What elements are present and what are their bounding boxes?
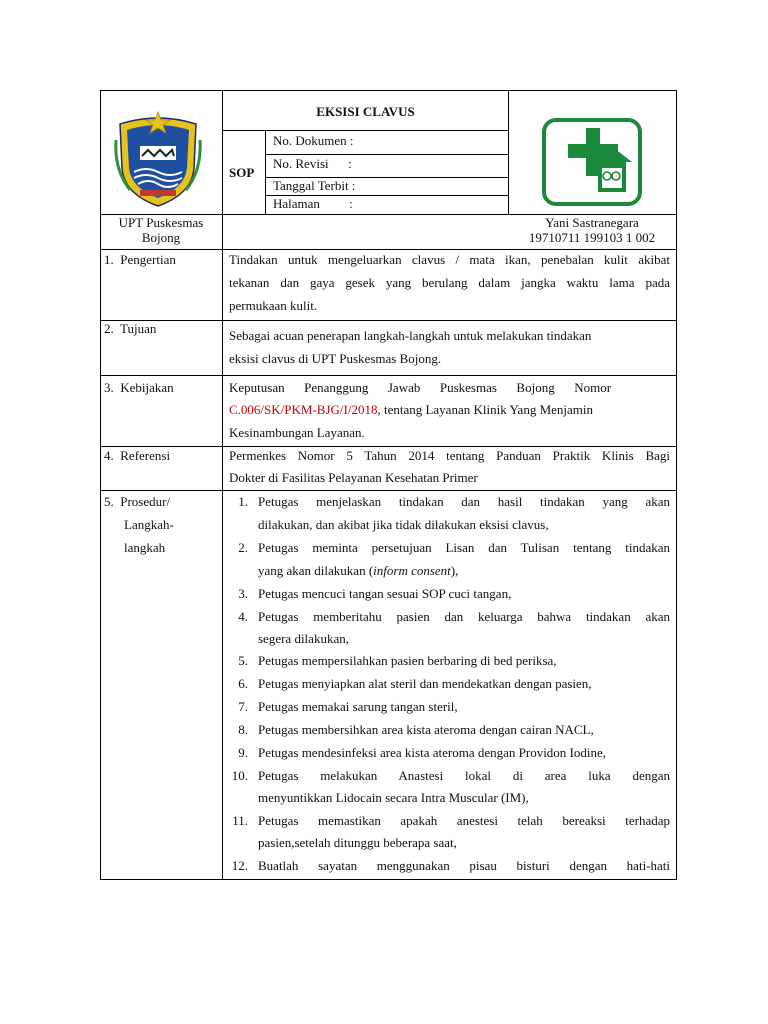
- label-prosedur: 5. Prosedur/: [104, 494, 171, 509]
- step-10-line-1: Petugas melakukan Anastesi lokal di area luka dengan: [258, 768, 670, 783]
- pengertian-line-1: Tindakan untuk mengeluarkan clavus / mata ikan, penebalan kulit akibat: [229, 252, 670, 267]
- step-number: 5.: [238, 653, 248, 668]
- org-name-line2: Bojong: [141, 230, 181, 245]
- step-number: 7.: [238, 699, 248, 714]
- step-number: 11.: [232, 813, 248, 828]
- step-number: 12.: [231, 858, 248, 873]
- step-9-line-1: Petugas mendesinfeksi area kista ateroma dengan Providon Iodine,: [258, 745, 607, 760]
- field-no-dokumen: No. Dokumen :: [273, 133, 354, 148]
- step-2-line-1: Petugas meminta persetujuan Lisan dan Tulisan tentang tindakan: [258, 540, 670, 555]
- field-tanggal-terbit: Tanggal Terbit :: [273, 178, 356, 193]
- row-divider-5: [100, 490, 677, 491]
- label-langkah-2: langkah: [124, 540, 166, 555]
- step-12-line-1: Buatlah sayatan menggunakan pisau bisturi dengan hati-hati: [258, 858, 670, 873]
- policy-number: C.006/SK/PKM-BJG/I/2018: [229, 402, 378, 417]
- step-2-line-2: [258, 563, 458, 579]
- pengertian-line-3: permukaan kulit.: [229, 298, 318, 313]
- step-4-line-1: Petugas memberitahu pasien dan keluarga bahwa tindakan akan: [258, 609, 670, 624]
- puskesmas-cross-icon: [542, 118, 642, 206]
- field-halaman: Halaman :: [273, 196, 353, 211]
- table-border-bottom: [100, 879, 677, 880]
- step-number: 4.: [238, 609, 248, 624]
- step-11-line-1: Petugas memastikan apakah anestesi telah bereaksi terhadap: [258, 813, 670, 828]
- step-number: 9.: [238, 745, 248, 760]
- step-6-line-1: Petugas menyiapkan alat steril dan mendekatkan dengan pasien,: [258, 676, 592, 691]
- kebijakan-line-2-rest: , tentang Layanan Klinik Yang Menjamin: [377, 402, 594, 417]
- field-divider-1: [265, 154, 509, 155]
- row-divider-3: [100, 375, 677, 376]
- inform-consent-text: inform consent: [373, 563, 451, 578]
- tujuan-line-2: eksisi clavus di UPT Puskesmas Bojong.: [229, 351, 442, 366]
- signer-name: Yani Sastranegara: [545, 215, 639, 230]
- org-name-line1: UPT Puskesmas: [118, 215, 204, 230]
- sop-label: SOP: [229, 165, 255, 180]
- referensi-line-1: Permenkes Nomor 5 Tahun 2014 tentang Panduan Praktik Klinis Bagi: [229, 448, 670, 463]
- step-number: 6.: [238, 676, 248, 691]
- kebijakan-line-1: Keputusan Penanggung Jawab Puskesmas Bojong Nomor: [229, 380, 612, 395]
- row-divider-1: [100, 249, 677, 250]
- step-1-line-2: dilakukan, dan akibat jika tidak dilakukan eksisi clavus,: [258, 517, 549, 532]
- label-kebijakan: 3. Kebijakan: [104, 380, 174, 395]
- label-langkah: Langkah-: [124, 517, 174, 532]
- step-10-line-2: menyuntikkan Lidocain secara Intra Muscular (IM),: [258, 790, 529, 805]
- step-5-line-1: Petugas mempersilahkan pasien berbaring di bed periksa,: [258, 653, 557, 668]
- signer-nip: 19710711 199103 1 002: [528, 230, 656, 245]
- document-title: EKSISI CLAVUS: [316, 104, 415, 119]
- kebijakan-line-2: [229, 402, 593, 418]
- step-8-line-1: Petugas membersihkan area kista ateroma dengan cairan NACL,: [258, 722, 594, 737]
- step-11-line-2: pasien,setelah ditunggu beberapa saat,: [258, 835, 457, 850]
- row-divider-2: [100, 320, 677, 321]
- tujuan-line-1: Sebagai acuan penerapan langkah-langkah untuk melakukan tindakan: [229, 328, 592, 343]
- step-3-line-1: Petugas mencuci tangan sesuai SOP cuci tangan,: [258, 586, 512, 601]
- step-7-line-1: Petugas memakai sarung tangan steril,: [258, 699, 458, 714]
- table-column-divider: [222, 90, 223, 880]
- referensi-line-2: Dokter di Fasilitas Pelayanan Kesehatan Primer: [229, 470, 478, 485]
- step-number: 10.: [231, 768, 248, 783]
- step-2-text-b: ),: [450, 563, 459, 578]
- step-2-text-a: yang akan dilakukan (: [258, 563, 374, 578]
- pengertian-line-2: tekanan dan gaya gesek yang berulang dalam jangka waktu lama pada: [229, 275, 670, 290]
- table-border-left: [100, 90, 101, 880]
- table-border-top: [100, 90, 677, 91]
- row-divider-4: [100, 446, 677, 447]
- step-number: 8.: [238, 722, 248, 737]
- step-4-line-2: segera dilakukan,: [258, 631, 349, 646]
- sop-divider: [265, 130, 266, 214]
- kebijakan-line-3: Kesinambungan Layanan.: [229, 425, 365, 440]
- title-divider: [222, 130, 509, 131]
- step-number: 2.: [238, 540, 248, 555]
- field-no-revisi: No. Revisi :: [273, 156, 352, 171]
- step-number: 3.: [238, 586, 248, 601]
- label-referensi: 4. Referensi: [104, 448, 171, 463]
- step-number: 1.: [238, 494, 248, 509]
- regency-emblem-icon: [110, 110, 206, 210]
- label-pengertian: 1. Pengertian: [104, 252, 176, 267]
- label-tujuan: 2. Tujuan: [104, 321, 157, 336]
- table-border-right: [676, 90, 677, 880]
- step-1-line-1: Petugas menjelaskan tindakan dan hasil tindakan yang akan: [258, 494, 670, 509]
